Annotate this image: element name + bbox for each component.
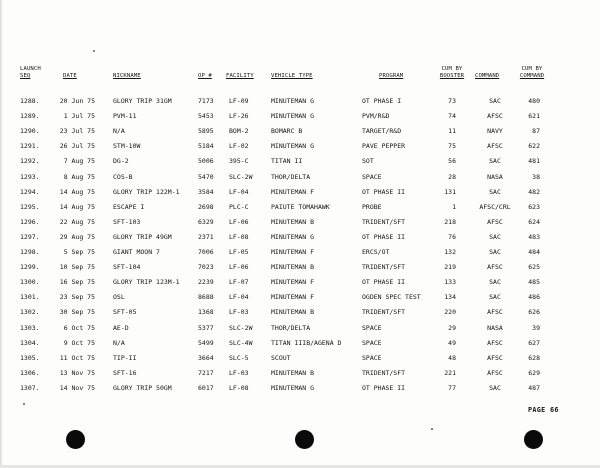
cell-op-number: 6017 — [198, 383, 214, 392]
table-row — [0, 307, 600, 317]
cell-date: 8 Aug 75 — [63, 172, 95, 181]
cell-date: 26 Jul 75 — [59, 142, 95, 151]
table-row — [0, 323, 600, 333]
cell-facility: BOM-2 — [229, 127, 249, 136]
cell-facility: SLC-2W — [229, 323, 253, 332]
cell-command: AFSC — [487, 112, 503, 121]
cell-vehicle-type: MINUTEMAN G — [271, 142, 315, 151]
cell-nickname: GLORY TRIP 122M-1 — [113, 187, 180, 196]
header-command: COMMAND — [475, 72, 500, 79]
cell-date: 13 Nov 75 — [59, 368, 95, 377]
cell-cum-booster: 76 — [448, 232, 456, 241]
cell-launch-seq: 1292. — [20, 157, 40, 166]
cell-nickname: GIANT MOON 7 — [113, 248, 160, 256]
cell-op-number: 6329 — [198, 217, 214, 226]
cell-program: OT PHASE II — [362, 278, 406, 287]
table-row — [0, 292, 600, 302]
header-cum-by-command: CUM BY COMMAND — [519, 66, 545, 79]
cell-program: TARGET/R&D — [362, 127, 402, 136]
cell-command: AFSC — [487, 353, 503, 362]
page-number: PAGE 66 — [528, 406, 559, 414]
cell-command: AFSC/CRL — [479, 202, 511, 211]
cell-program: OT PHASE I — [362, 97, 402, 105]
cell-cum-booster: 133 — [444, 278, 456, 287]
cell-launch-seq: 1299. — [20, 263, 40, 272]
cell-vehicle-type: MINUTEMAN G — [271, 232, 315, 241]
cell-cum-booster: 29 — [448, 323, 456, 332]
cell-cum-command: 623 — [528, 202, 540, 211]
cell-vehicle-type: MINUTEMAN F — [271, 278, 315, 287]
cell-date: 23 Jul 75 — [59, 127, 95, 136]
cell-command: AFSC — [487, 263, 503, 272]
cell-vehicle-type: TITAN IIIB/AGENA D — [271, 338, 342, 347]
cell-command: NASA — [487, 323, 503, 332]
cell-date: 16 Sep 75 — [59, 278, 95, 287]
table-row — [0, 277, 600, 287]
table-row — [0, 338, 600, 348]
cell-cum-booster: 28 — [448, 172, 456, 181]
cell-program: PVM/R&D — [362, 112, 390, 121]
cell-facility: LF-26 — [229, 112, 249, 121]
cell-launch-seq: 1295. — [20, 202, 40, 211]
table-row — [0, 156, 600, 166]
cell-command: SAC — [489, 293, 501, 302]
cell-nickname: SFT-103 — [113, 217, 141, 226]
cell-command: AFSC — [487, 142, 503, 151]
cell-op-number: 5453 — [198, 112, 214, 121]
cell-vehicle-type: MINUTEMAN B — [271, 263, 315, 272]
cell-command: NAVY — [487, 127, 503, 136]
cell-program: TRIDENT/SFT — [362, 368, 406, 377]
cell-cum-booster: 48 — [448, 353, 456, 362]
cell-cum-command: 621 — [528, 112, 540, 121]
cell-launch-seq: 1303. — [20, 323, 40, 332]
cell-date: 14 Aug 75 — [59, 202, 95, 211]
table-row — [0, 172, 600, 182]
cell-vehicle-type: MINUTEMAN F — [271, 187, 315, 196]
cell-op-number: 1368 — [198, 308, 214, 317]
cell-date: 10 Sep 75 — [59, 263, 95, 272]
cell-vehicle-type: MINUTEMAN B — [271, 368, 315, 377]
cell-vehicle-type: MINUTEMAN B — [271, 308, 315, 317]
cell-cum-command: 38 — [532, 172, 540, 181]
binder-hole — [66, 430, 85, 449]
cell-nickname: SFT-16 — [113, 368, 137, 377]
cell-date: 14 Nov 75 — [59, 383, 95, 392]
cell-launch-seq: 1293. — [20, 172, 40, 181]
cell-cum-booster: 134 — [444, 293, 456, 302]
cell-nickname: GLORY TRIP 49GM — [113, 232, 172, 241]
cell-launch-seq: 1302. — [20, 308, 40, 317]
cell-nickname: TIP-II — [113, 353, 137, 362]
cell-date: 5 Sep 75 — [63, 248, 95, 256]
cell-facility: LF-07 — [229, 278, 249, 287]
cell-facility: PLC-C — [229, 202, 249, 211]
cell-program: PAVE PEPPER — [362, 142, 406, 151]
cell-command: NASA — [487, 172, 503, 181]
cell-launch-seq: 1300. — [20, 278, 40, 287]
cell-op-number: 8688 — [198, 293, 214, 302]
cell-facility: 395-C — [229, 157, 249, 166]
cell-launch-seq: 1296. — [20, 217, 40, 226]
cell-date: 29 Aug 75 — [59, 232, 95, 241]
cell-nickname: N/A — [113, 127, 125, 136]
cell-nickname: SFT-05 — [113, 308, 137, 317]
cell-launch-seq: 1304. — [20, 338, 40, 347]
cell-cum-booster: 1 — [452, 202, 456, 211]
cell-nickname: N/A — [113, 338, 125, 347]
binder-hole — [524, 430, 543, 449]
cell-program: SOT — [362, 157, 374, 166]
table-row — [0, 202, 600, 212]
cell-command: AFSC — [487, 217, 503, 226]
header-date: DATE — [63, 72, 77, 79]
table-row — [0, 232, 600, 242]
cell-vehicle-type: BOMARC B — [271, 127, 303, 136]
cell-program: SPACE — [362, 323, 382, 332]
cell-program: SPACE — [362, 338, 382, 347]
cell-date: 22 Aug 75 — [59, 217, 95, 226]
table-row — [0, 368, 600, 378]
cell-launch-seq: 1305. — [20, 353, 40, 362]
cell-date: 11 Oct 75 — [59, 353, 95, 362]
cell-cum-command: 481 — [528, 157, 540, 166]
header-facility: FACILITY — [226, 72, 254, 79]
cell-facility: SLC-4W — [229, 338, 253, 347]
cell-cum-booster: 219 — [444, 263, 456, 272]
cell-op-number: 7006 — [198, 248, 214, 256]
cell-op-number: 5184 — [198, 142, 214, 151]
cell-cum-booster: 218 — [444, 217, 456, 226]
binder-hole — [295, 430, 314, 449]
header-launch-seq-bottom: SEQ — [20, 72, 31, 79]
table-row — [0, 353, 600, 363]
cell-date: 30 Sep 75 — [59, 308, 95, 317]
cell-op-number: 5006 — [198, 157, 214, 166]
cell-cum-command: 628 — [528, 353, 540, 362]
cell-cum-command: 482 — [528, 187, 540, 196]
cell-nickname: STM-10W — [113, 142, 141, 151]
cell-cum-booster: 220 — [444, 308, 456, 317]
cell-cum-command: 484 — [528, 248, 540, 256]
cell-cum-command: 624 — [528, 217, 540, 226]
table-row — [0, 247, 600, 257]
cell-cum-booster: 74 — [448, 112, 456, 121]
cell-cum-command: 622 — [528, 142, 540, 151]
cell-facility: LF-08 — [229, 232, 249, 241]
cell-op-number: 5895 — [198, 127, 214, 136]
table-row — [0, 96, 600, 106]
cell-op-number: 3584 — [198, 187, 214, 196]
cell-cum-command: 87 — [532, 127, 540, 136]
cell-date: 9 Oct 75 — [63, 338, 95, 347]
cell-command: SAC — [489, 278, 501, 287]
header-vehicle-type: VEHICLE TYPE — [271, 72, 313, 79]
cell-vehicle-type: PAIUTE TOMAHAWK — [271, 202, 330, 211]
header-op: OP # — [198, 72, 212, 79]
cell-date: 7 Aug 75 — [63, 157, 95, 166]
cell-vehicle-type: THOR/DELTA — [271, 323, 311, 332]
header-cum-by-booster: CUM BY BOOSTER — [439, 66, 465, 79]
cell-cum-command: 625 — [528, 263, 540, 272]
cell-vehicle-type: TITAN II — [271, 157, 303, 166]
cell-facility: SLC-5 — [229, 353, 249, 362]
cell-date: 14 Aug 75 — [59, 187, 95, 196]
cell-program: TRIDENT/SFT — [362, 217, 406, 226]
cell-command: SAC — [489, 383, 501, 392]
cell-vehicle-type: SCOUT — [271, 353, 291, 362]
cell-facility: LF-03 — [229, 308, 249, 317]
cell-cum-command: 629 — [528, 368, 540, 377]
cell-command: SAC — [489, 187, 501, 196]
cell-program: TRIDENT/SFT — [362, 263, 406, 272]
cell-launch-seq: 1289. — [20, 112, 40, 121]
cell-launch-seq: 1291. — [20, 142, 40, 151]
cell-cum-booster: 131 — [444, 187, 456, 196]
cell-cum-command: 39 — [532, 323, 540, 332]
table-row — [0, 383, 600, 393]
cell-op-number: 2698 — [198, 202, 214, 211]
cell-launch-seq: 1306. — [20, 368, 40, 377]
cell-nickname: DG-2 — [113, 157, 129, 166]
cell-facility: SLC-2W — [229, 172, 253, 181]
cell-cum-command: 480 — [528, 97, 540, 105]
header-nickname: NICKNAME — [113, 72, 141, 79]
cell-program: SPACE — [362, 353, 382, 362]
cell-vehicle-type: MINUTEMAN G — [271, 383, 315, 392]
cell-cum-command: 627 — [528, 338, 540, 347]
cell-date: 6 Oct 75 — [63, 323, 95, 332]
cell-command: AFSC — [487, 368, 503, 377]
cell-launch-seq: 1290. — [20, 127, 40, 136]
cell-op-number: 7023 — [198, 263, 214, 272]
cell-cum-booster: 221 — [444, 368, 456, 377]
cell-cum-command: 483 — [528, 232, 540, 241]
table-row — [0, 187, 600, 197]
cell-program: OT PHASE II — [362, 383, 406, 392]
cell-launch-seq: 1301. — [20, 293, 40, 302]
cell-program: OT PHASE II — [362, 232, 406, 241]
cell-op-number: 2371 — [198, 232, 214, 241]
cell-vehicle-type: MINUTEMAN F — [271, 248, 315, 256]
cell-op-number: 7217 — [198, 368, 214, 377]
cell-launch-seq: 1298. — [20, 248, 40, 256]
cell-cum-booster: 73 — [448, 97, 456, 105]
cell-op-number: 5499 — [198, 338, 214, 347]
cell-nickname: PVM-11 — [113, 112, 137, 121]
cell-facility: LF-09 — [229, 97, 249, 105]
cell-command: SAC — [489, 232, 501, 241]
cell-program: OGDEN SPEC TEST — [362, 293, 421, 302]
cell-op-number: 3664 — [198, 353, 214, 362]
cell-vehicle-type: THOR/DELTA — [271, 172, 311, 181]
cell-cum-command: 485 — [528, 278, 540, 287]
cell-nickname: ESCAPE I — [113, 202, 145, 211]
cell-nickname: SFT-104 — [113, 263, 141, 272]
cell-op-number: 5377 — [198, 323, 214, 332]
cell-vehicle-type: MINUTEMAN G — [271, 112, 315, 121]
cell-cum-command: 626 — [528, 308, 540, 317]
cell-date: 1 Jul 75 — [63, 112, 95, 121]
cell-command: AFSC — [487, 308, 503, 317]
cell-program: PROBE — [362, 202, 382, 211]
cell-cum-command: 487 — [528, 383, 540, 392]
table-row — [0, 217, 600, 227]
cell-facility: LF-04 — [229, 187, 249, 196]
cell-nickname: AE-D — [113, 323, 129, 332]
cell-facility: LF-02 — [229, 142, 249, 151]
cell-facility: LF-06 — [229, 217, 249, 226]
table-row — [0, 141, 600, 151]
cell-facility: LF-06 — [229, 263, 249, 272]
cell-cum-booster: 49 — [448, 338, 456, 347]
cell-command: SAC — [489, 97, 501, 105]
cell-vehicle-type: MINUTEMAN B — [271, 217, 315, 226]
table-row — [0, 126, 600, 136]
cell-op-number: 2239 — [198, 278, 214, 287]
cell-nickname: OSL — [113, 293, 125, 302]
cell-launch-seq: 1294. — [20, 187, 40, 196]
cell-nickname: GLORY TRIP 123M-1 — [113, 278, 180, 287]
cell-launch-seq: 1297. — [20, 232, 40, 241]
cell-command: SAC — [489, 157, 501, 166]
cell-date: 20 Jun 75 — [59, 97, 95, 105]
cell-nickname: GLORY TRIP 50GM — [113, 383, 172, 392]
cell-command: AFSC — [487, 338, 503, 347]
cell-facility: LF-08 — [229, 383, 249, 392]
cell-program: SPACE — [362, 172, 382, 181]
cell-date: 23 Sep 75 — [59, 293, 95, 302]
cell-vehicle-type: MINUTEMAN F — [271, 293, 315, 302]
cell-cum-booster: 75 — [448, 142, 456, 151]
cell-command: SAC — [489, 248, 501, 256]
cell-launch-seq: 1288. — [20, 97, 40, 105]
cell-cum-booster: 56 — [448, 157, 456, 166]
cell-facility: LF-03 — [229, 368, 249, 377]
cell-launch-seq: 1307. — [20, 383, 40, 392]
cell-facility: LF-05 — [229, 248, 249, 256]
cell-program: ERCS/OT — [362, 248, 390, 256]
cell-nickname: COS-B — [113, 172, 133, 181]
cell-program: TRIDENT/SFT — [362, 308, 406, 317]
header-program: PROGRAM — [379, 72, 404, 79]
cell-cum-command: 486 — [528, 293, 540, 302]
cell-facility: LF-04 — [229, 293, 249, 302]
table-row — [0, 111, 600, 121]
cell-nickname: GLORY TRIP 31GM — [113, 97, 172, 105]
cell-op-number: 5470 — [198, 172, 214, 181]
cell-cum-booster: 11 — [448, 127, 456, 136]
cell-program: OT PHASE II — [362, 187, 406, 196]
header-launch-seq-top: LAUNCH — [20, 66, 41, 72]
table-row — [0, 262, 600, 272]
cell-op-number: 7173 — [198, 97, 214, 105]
cell-cum-booster: 132 — [444, 248, 456, 256]
cell-cum-booster: 77 — [448, 383, 456, 392]
cell-vehicle-type: MINUTEMAN G — [271, 97, 315, 105]
